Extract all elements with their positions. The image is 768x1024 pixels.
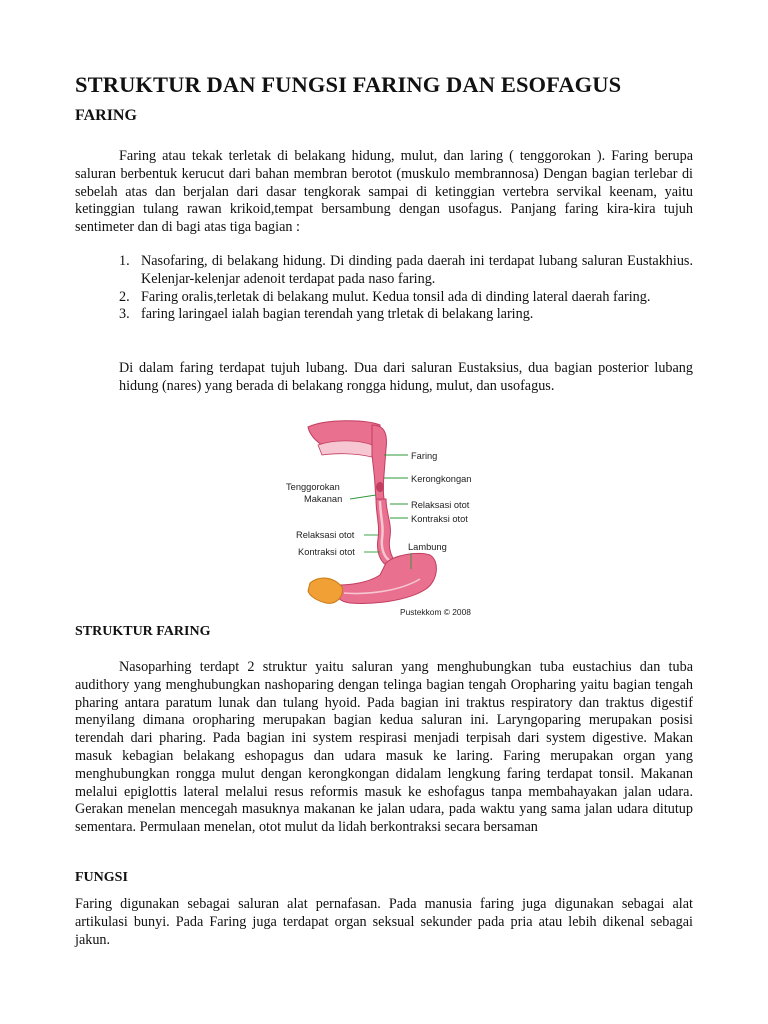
- list-item-number: 3.: [119, 306, 130, 323]
- faring-intro-paragraph: Faring atau tekak terletak di belakang hidung, mulut, dan laring ( tenggorokan ). Faring berupa saluran berbentuk kerucut dari bahan membran berotot (muskulo membrannosa) Dengan bagian terlebar di sebelah atas dan berjalan dari dasar tengkorak sampai di ketinggian vertebra servikal keenam, yaitu ketinggian tulang rawan krikoid,tempat bersambung dengan usofagus. Panjang faring kira-kira tujuh sentimeter dan di bagi atas tiga bagian :: [75, 148, 693, 236]
- label-tenggorokan: Tenggorokan: [286, 482, 340, 492]
- list-item: [119, 253, 693, 289]
- faring-closing-paragraph: Di dalam faring terdapat tujuh lubang. Dua dari saluran Eustaksius, dua bagian posterior lubang hidung (nares) yang berada di belakang rongga hidung, mulut, dan usofagus.: [119, 360, 693, 394]
- label-relaksasi-otot-right: Relaksasi otot: [411, 500, 470, 510]
- list-item-text: faring laringael ialah bagian terendah yang trletak di belakang laring.: [141, 306, 534, 323]
- label-kontraksi-otot-left: Kontraksi otot: [298, 547, 355, 557]
- label-kerongkongan: Kerongkongan: [411, 474, 472, 484]
- fungsi-paragraph: Faring digunakan sebagai saluran alat pernafasan. Pada manusia faring juga digunakan sebagai alat artikulasi bunyi. Pada Faring juga terdapat organ seksual sekunder pada pria atau lebih dikenal sebagai jakun.: [75, 896, 693, 948]
- struktur-paragraph: Nasoparhing terdapt 2 struktur yaitu saluran yang menghubungkan tuba eustachius dan tuba audithory yang menghubungkan nashoparing dengan telinga bagian tengah Oropharing yaitu bagian tengah pharing antara paratum lunak dan tulang hyoid. Pada bagian ini traktus respiratory dan traktus digestif menyilang dimana oropharing merupakan bagian kedua saluran ini. Laryngoparing merupakan posisi terendah dari pharing. Pada bagian ini system respirasi menjadi terpisah dari system digestive. Makan masuk kebagian belakang eshopagus dan udara masuk ke laring. Faring merupakan organ yang menghubungkan rongga mulut dengan kerongkongan didalam lengkung faring terdapat tonsil. Makanan melalui epiglottis lateral melalui resus reformis masuk ke eshofagus tanpa membahayakan jalan udara. Gerakan menelan mencegah masuknya makanan ke jalan udara, pada waktu yang sama jalan udara ditutup sementara. Permulaan menelan, otot mulut da lidah berkontraksi secara bersaman: [75, 659, 693, 836]
- list-item-text: Nasofaring, di belakang hidung. Di dinding pada daerah ini terdapat lubang saluran Eustakhius. Kelenjar-kelenjar adenoit terdapat pada naso faring.: [141, 253, 693, 287]
- section-heading-faring: FARING: [75, 107, 137, 124]
- document-title: STRUKTUR DAN FUNGSI FARING DAN ESOFAGUS: [75, 72, 622, 97]
- list-item-number: 1.: [119, 253, 130, 269]
- figure-credit: Pustekkom © 2008: [400, 607, 471, 617]
- label-makanan: Makanan: [304, 494, 343, 504]
- pharynx-esophagus-diagram: [280, 415, 495, 620]
- label-line-makanan: [350, 495, 376, 499]
- list-item-text: Faring oralis,terletak di belakang mulut. Kedua tonsil ada di dinding lateral daerah faring.: [141, 288, 651, 305]
- faring-parts-list: [119, 253, 693, 324]
- esophagus-tube: [376, 499, 396, 565]
- label-lambung: Lambung: [408, 542, 447, 552]
- section-heading-struktur: STRUKTUR FARING: [75, 624, 211, 639]
- oral-cavity-shape: [318, 441, 372, 457]
- list-item-number: 2.: [119, 288, 130, 305]
- label-relaksasi-otot-left: Relaksasi otot: [296, 530, 355, 540]
- list-item: [119, 289, 693, 307]
- section-heading-fungsi: FUNGSI: [75, 870, 128, 885]
- duodenum-shape: [308, 578, 342, 603]
- label-kontraksi-otot-right: Kontraksi otot: [411, 514, 468, 524]
- list-item: [119, 306, 693, 324]
- food-bolus: [376, 482, 384, 492]
- label-faring: Faring: [411, 451, 438, 461]
